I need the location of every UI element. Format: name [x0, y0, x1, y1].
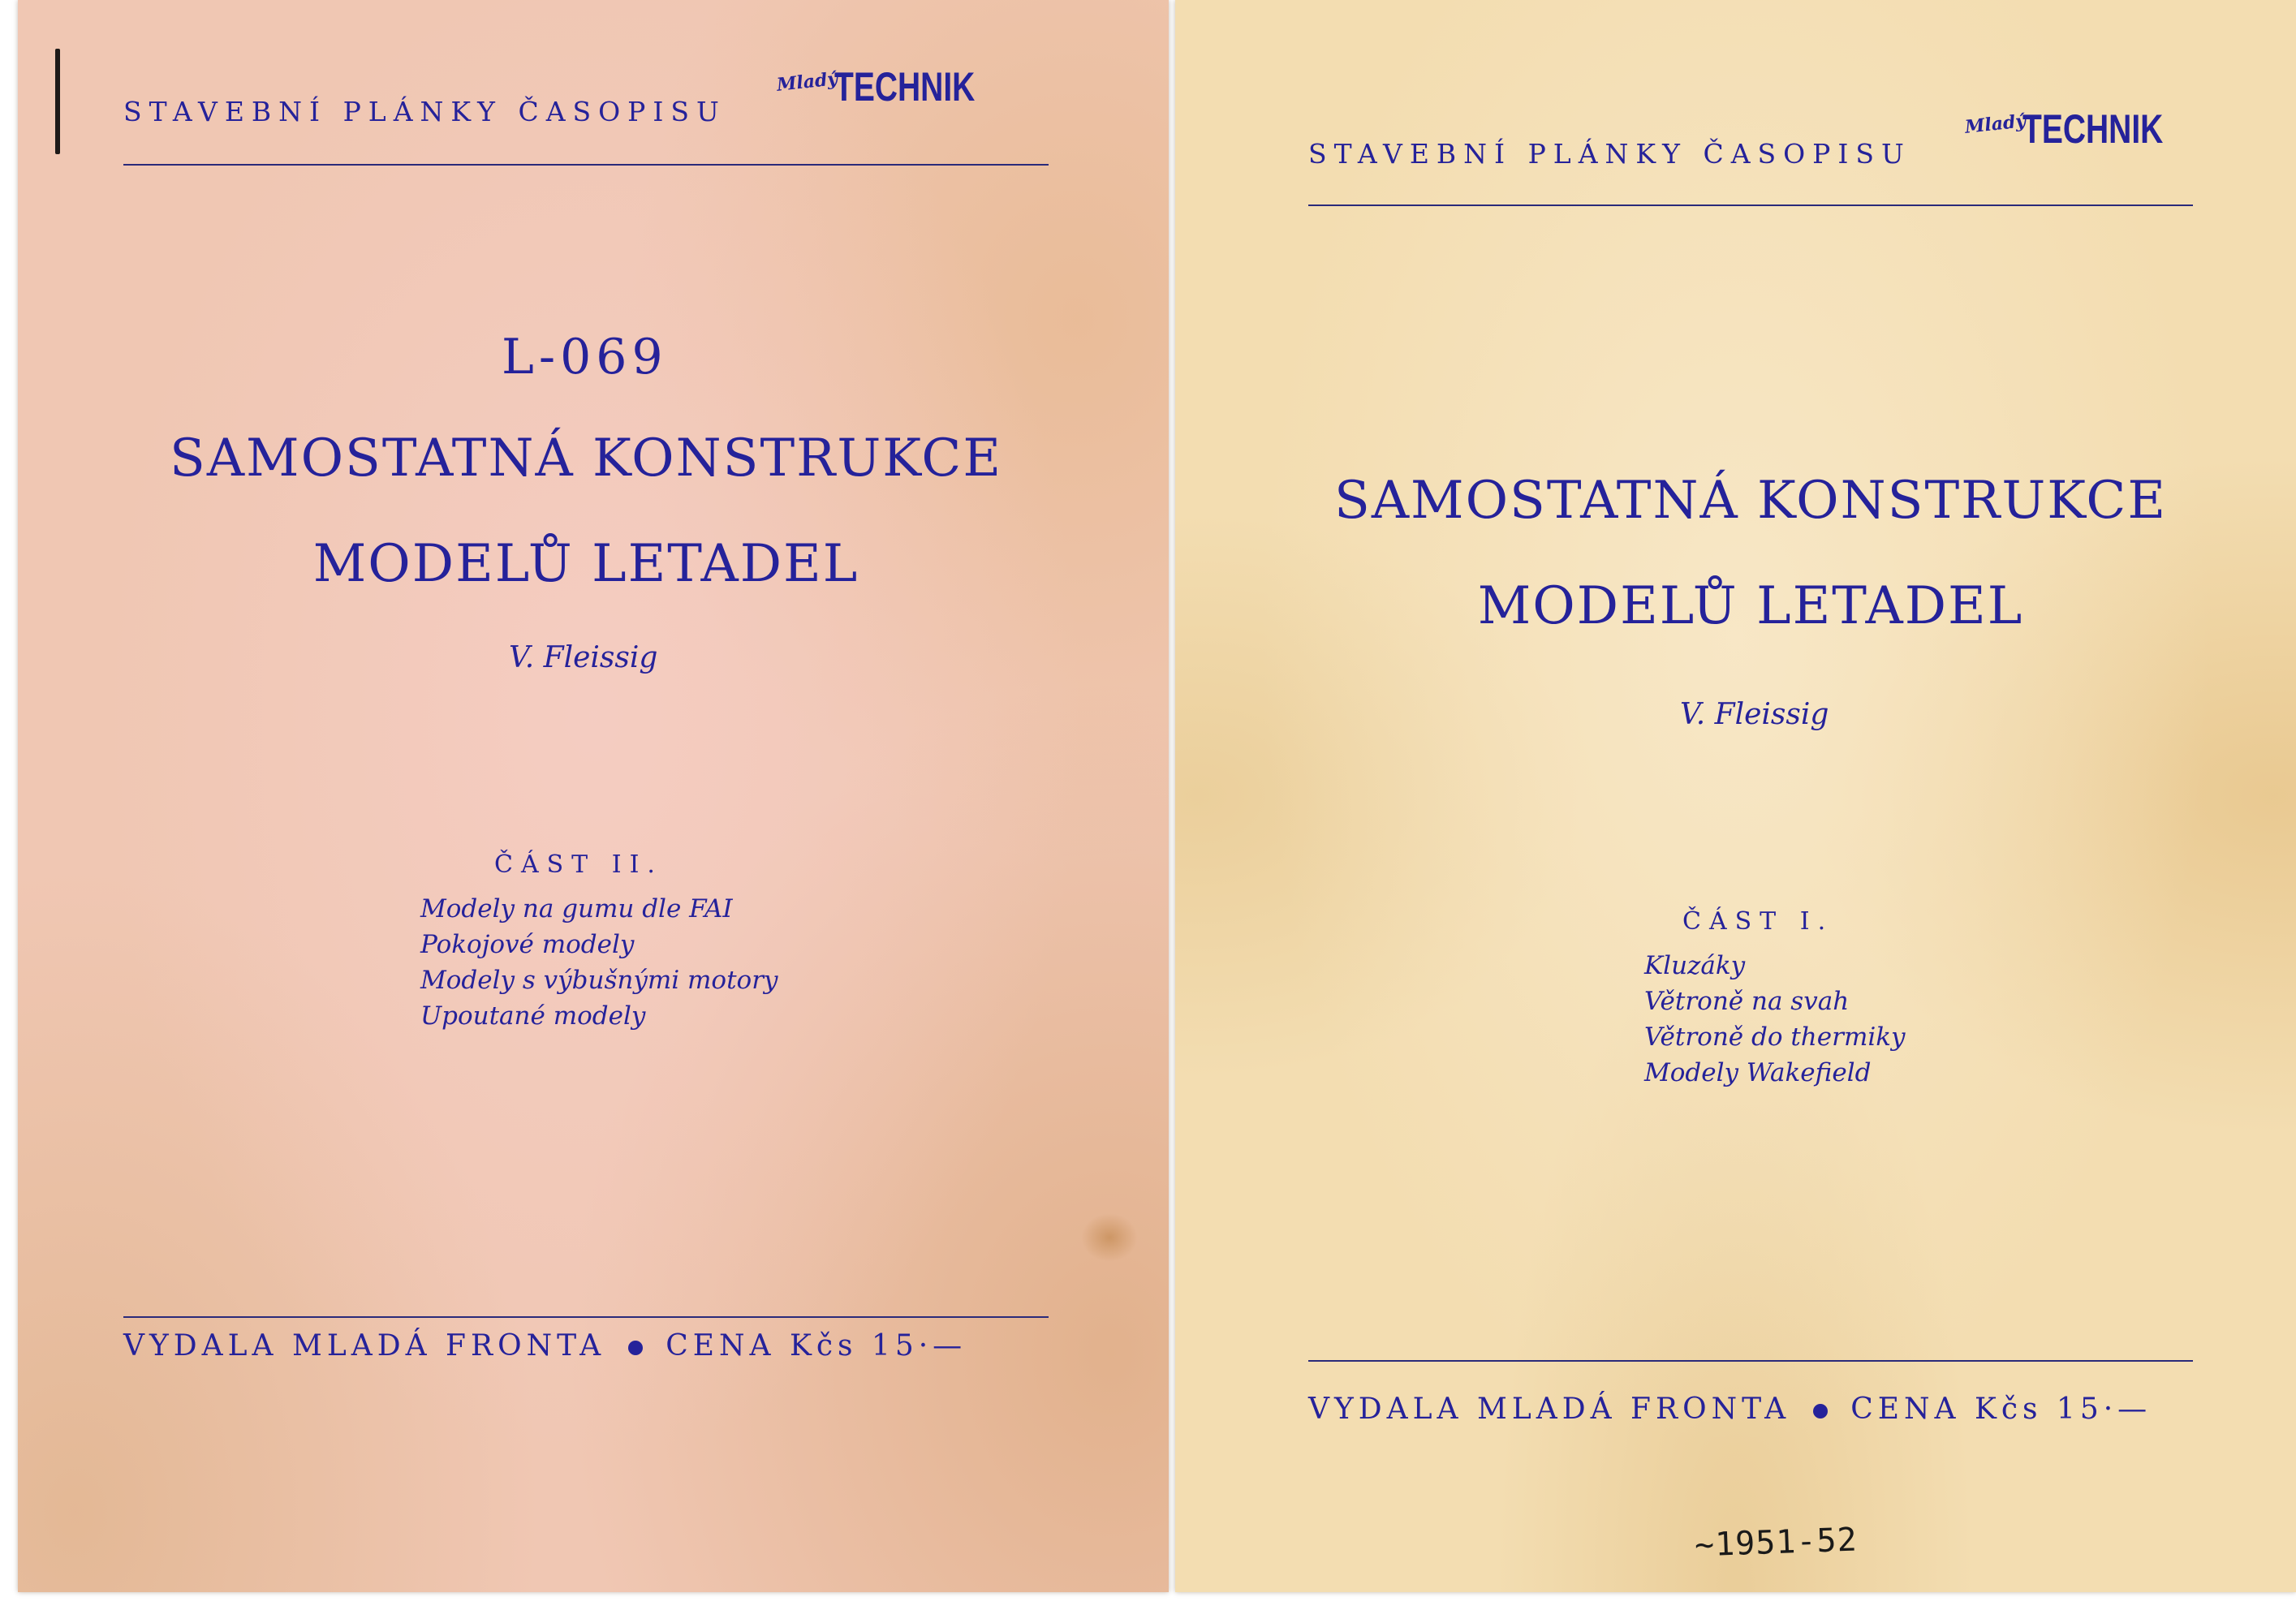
plan-code: L-069 [502, 329, 668, 385]
contents-list [420, 891, 778, 1034]
footer [1308, 1393, 2152, 1426]
publisher: VYDALA MLADÁ FRONTA [1308, 1393, 1791, 1426]
series-header: STAVEBNÍ PLÁNKY ČASOPISU [123, 96, 726, 127]
list-item: Modely Wakefield [1644, 1058, 1872, 1087]
staple [55, 49, 60, 154]
list-item: Upoutané modely [420, 1001, 646, 1031]
title-line-1: SAMOSTATNÁ KONSTRUKCE [169, 428, 1003, 489]
bullet-dot [1813, 1404, 1828, 1419]
paper-stain [1081, 1213, 1138, 1262]
magazine-logo [777, 63, 1014, 110]
logo-main: TECHNIK [834, 64, 976, 110]
list-item: Pokojové modely [420, 930, 635, 959]
contents-list [1644, 948, 1906, 1091]
footer-rule [1308, 1360, 2193, 1362]
booklet-left-cover [18, 0, 1169, 1592]
list-item: Větroně do thermiky [1644, 1022, 1906, 1052]
bullet-dot [628, 1341, 643, 1355]
title-line-1: SAMOSTATNÁ KONSTRUKCE [1333, 471, 2168, 531]
header-rule [123, 164, 1049, 166]
price: CENA Kčs 15·— [666, 1329, 967, 1363]
magazine-logo [1965, 105, 2203, 153]
title-line-2: MODELŮ LETADEL [312, 534, 859, 594]
list-item: Větroně na svah [1644, 987, 1850, 1016]
price: CENA Kčs 15·— [1850, 1393, 2152, 1426]
footer [123, 1329, 967, 1363]
list-item: Modely s výbušnými motory [420, 966, 778, 995]
footer-rule [123, 1316, 1049, 1318]
logo-script: Mladý [1963, 110, 2027, 138]
publisher: VYDALA MLADÁ FRONTA [123, 1329, 606, 1363]
booklet-right-cover [1175, 0, 2296, 1592]
handwritten-date-note: ~1951-52 [1694, 1521, 1859, 1565]
part-label: ČÁST I. [1682, 907, 1834, 936]
logo-script: Mladý [775, 68, 839, 96]
header-rule [1308, 204, 2193, 206]
author: V. Fleissig [1680, 698, 1829, 731]
part-label: ČÁST II. [494, 850, 663, 879]
list-item: Modely na gumu dle FAI [420, 894, 733, 923]
series-header: STAVEBNÍ PLÁNKY ČASOPISU [1308, 138, 1911, 170]
title-line-2: MODELŮ LETADEL [1477, 576, 2024, 636]
logo-main: TECHNIK [2022, 106, 2164, 152]
author: V. Fleissig [509, 641, 658, 674]
list-item: Kluzáky [1644, 951, 1746, 980]
